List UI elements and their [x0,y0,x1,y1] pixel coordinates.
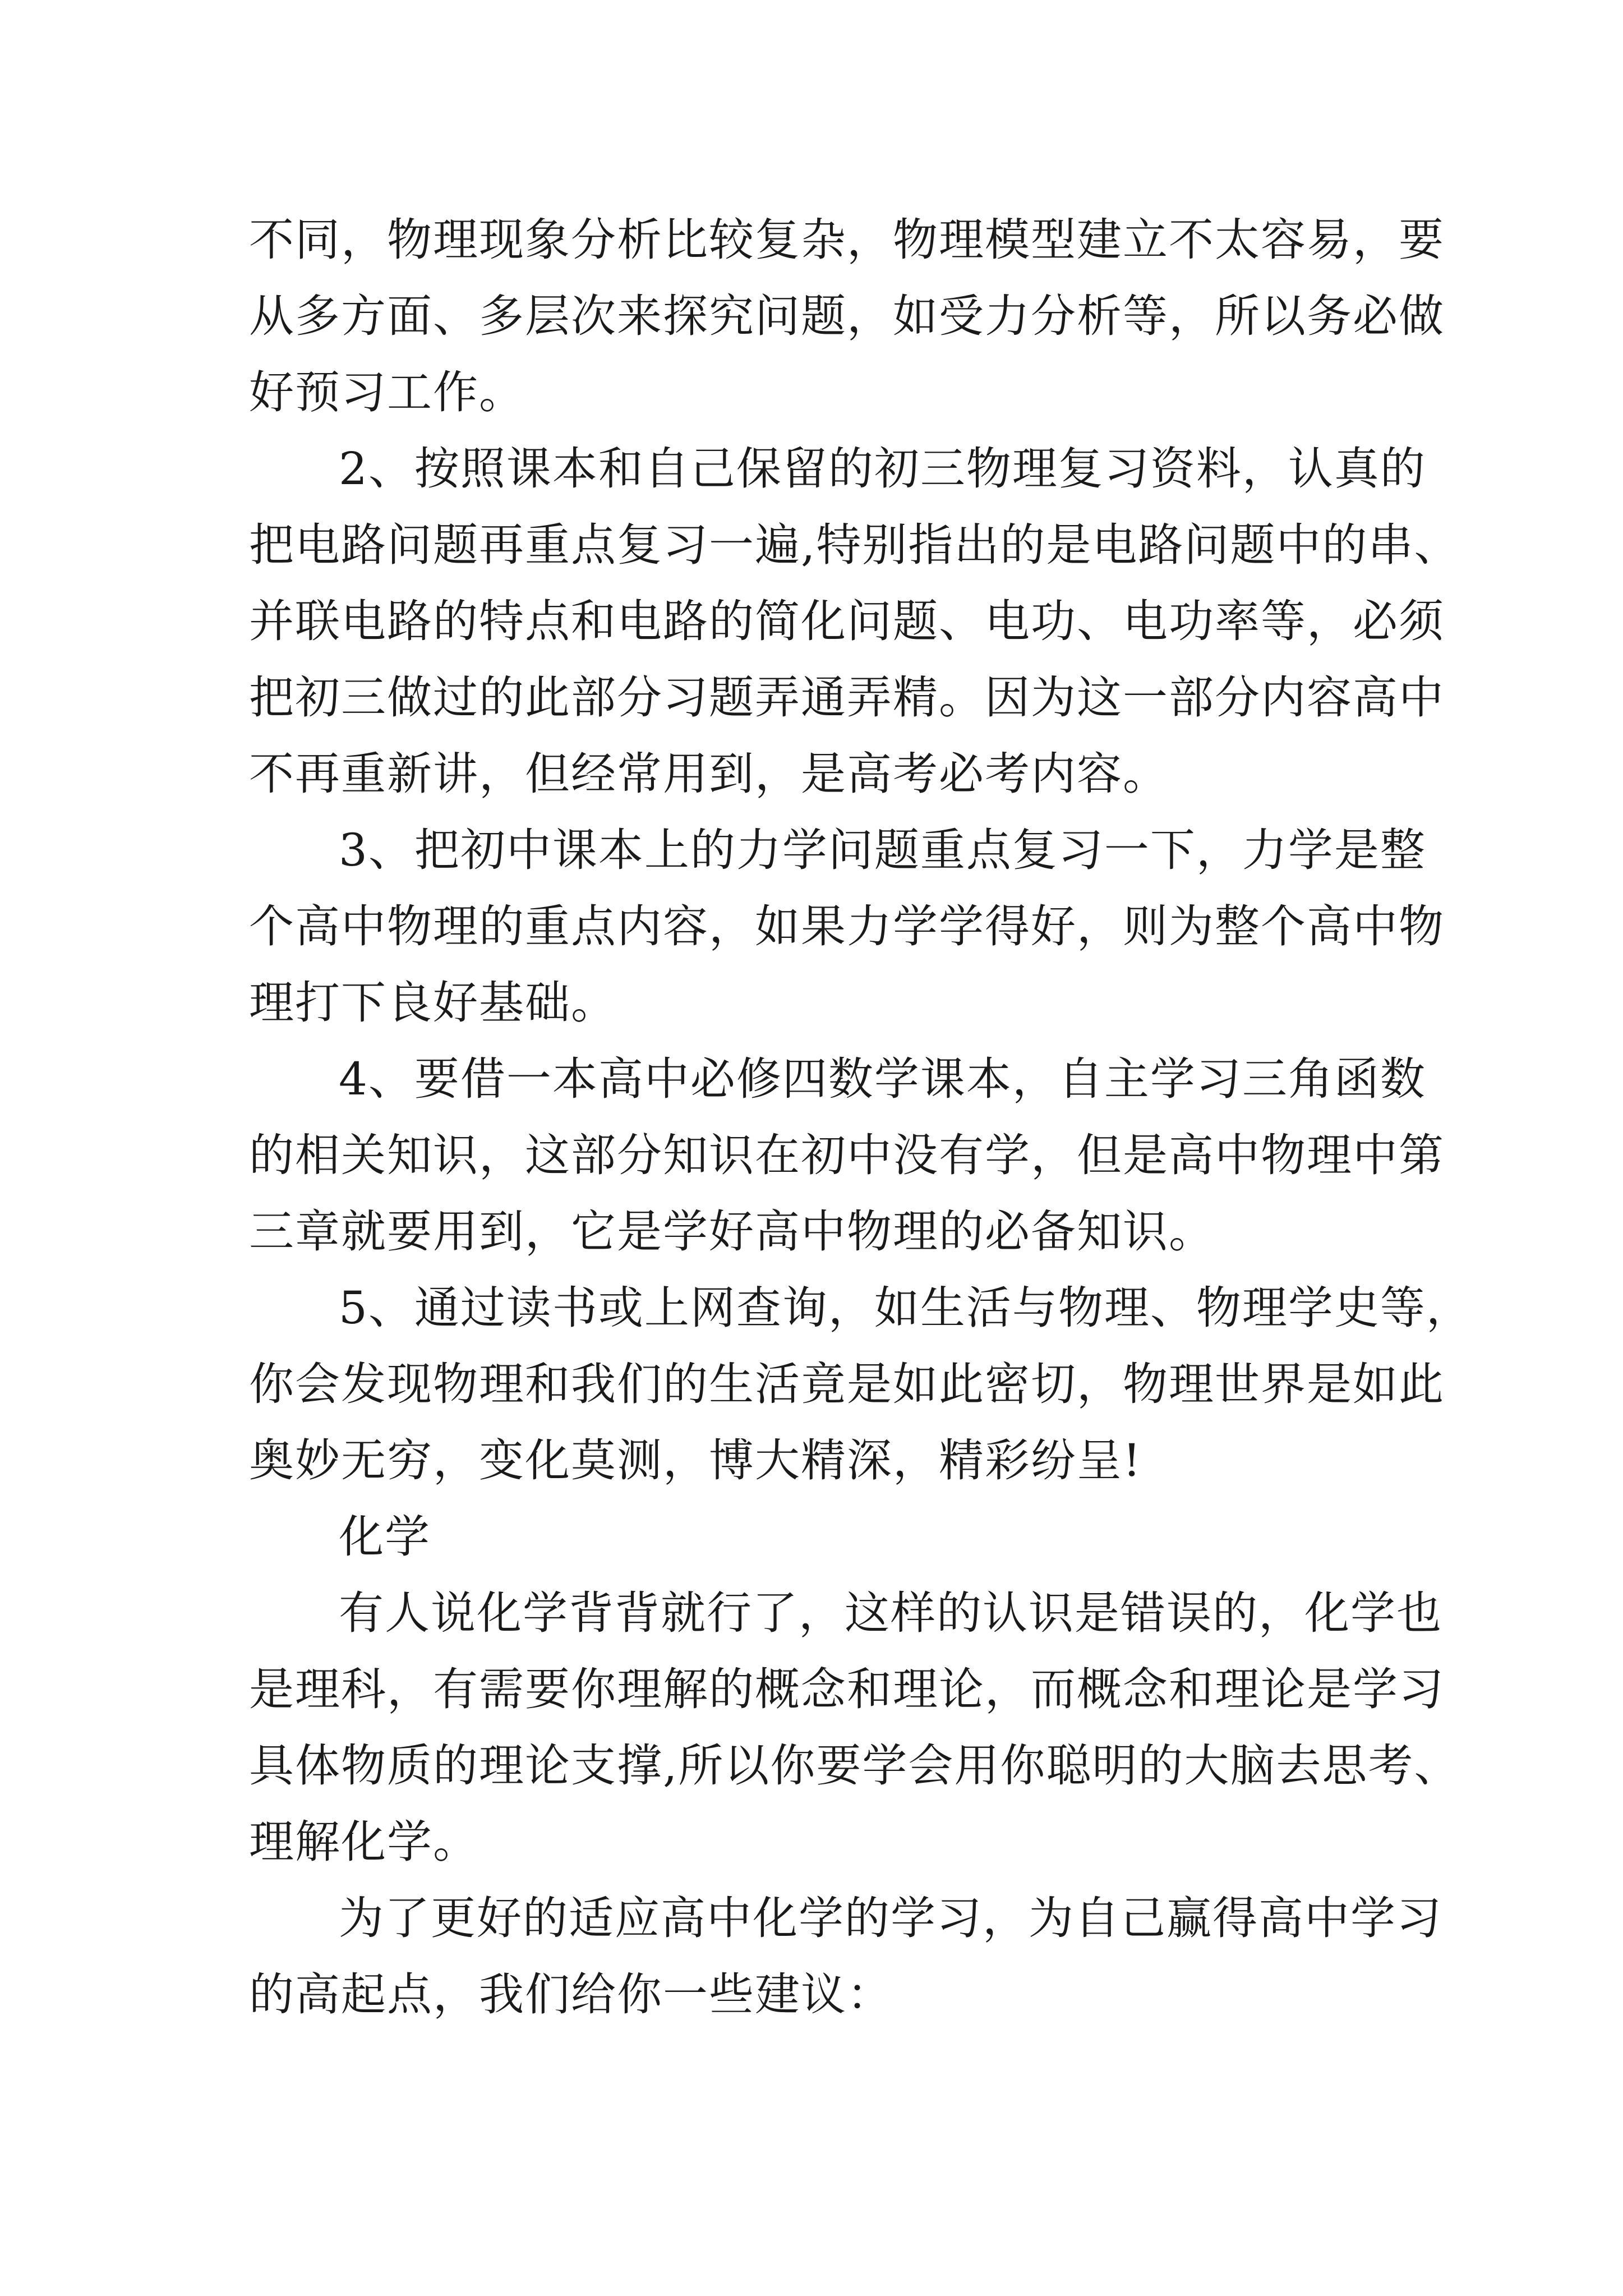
text-line: 具体物质的理论支撑,所以你要学会用你聪明的大脑去思考、 [249,1740,1460,1792]
text-line: 奥妙无穷，变化莫测，博大精深，精彩纷呈! [249,1434,1142,1487]
text-line: 不再重新讲，但经常用到，是高考必考内容。 [249,748,1169,800]
text-line: 从多方面、多层次来探究问题，如受力分析等，所以务必做 [249,290,1445,342]
text-line: 理打下良好基础。 [249,977,617,1029]
section-heading-chemistry [249,1499,1376,1575]
text-line: 的相关知识，这部分知识在初中没有学，但是高中物理中第 [249,1129,1445,1181]
paragraph-chemistry-intro [249,1575,1460,1880]
text-line: 5、通过读书或上网查询，如生活与物理、物理学史等， [339,1282,1472,1334]
section-heading: 化学 [339,1511,431,1563]
paragraph-physics-intro-continued [249,202,1445,431]
text-line: 三章就要用到，它是学好高中物理的必备知识。 [249,1205,1215,1258]
text-line: 有人说化学背背就行了，这样的认识是错误的，化学也 [339,1587,1442,1639]
paragraph-item-5 [249,1270,1472,1499]
text-line: 不同，物理现象分析比较复杂，物理模型建立不太容易，要 [249,214,1445,266]
document-body [249,202,1472,2033]
paragraph-chemistry-advice [249,1880,1442,2033]
text-line: 把初三做过的此部分习题弄通弄精。因为这一部分内容高中 [249,671,1445,724]
text-line: 是理科，有需要你理解的概念和理论，而概念和理论是学习 [249,1663,1445,1715]
paragraph-item-4 [249,1041,1445,1270]
text-line: 你会发现物理和我们的生活竟是如此密切，物理世界是如此 [249,1358,1445,1410]
text-line: 2、按照课本和自己保留的初三物理复习资料，认真的 [339,443,1426,495]
text-line: 个高中物理的重点内容，如果力学学得好，则为整个高中物 [249,900,1445,953]
text-line: 好预习工作。 [249,366,525,418]
text-line: 为了更好的适应高中化学的学习，为自己赢得高中学习 [339,1892,1442,1944]
paragraph-item-3 [249,812,1445,1041]
text-line: 的高起点，我们给你一些建议： [249,1968,893,2021]
text-line: 3、把初中课本上的力学问题重点复习一下，力学是整 [339,824,1426,876]
text-line: 理解化学。 [249,1816,479,1868]
paragraph-item-2 [249,431,1460,812]
text-line: 并联电路的特点和电路的简化问题、电功、电功率等，必须 [249,595,1445,647]
text-line: 把电路问题再重点复习一遍,特别指出的是电路问题中的串、 [249,519,1460,571]
text-line: 4、要借一本高中必修四数学课本，自主学习三角函数 [339,1053,1426,1105]
